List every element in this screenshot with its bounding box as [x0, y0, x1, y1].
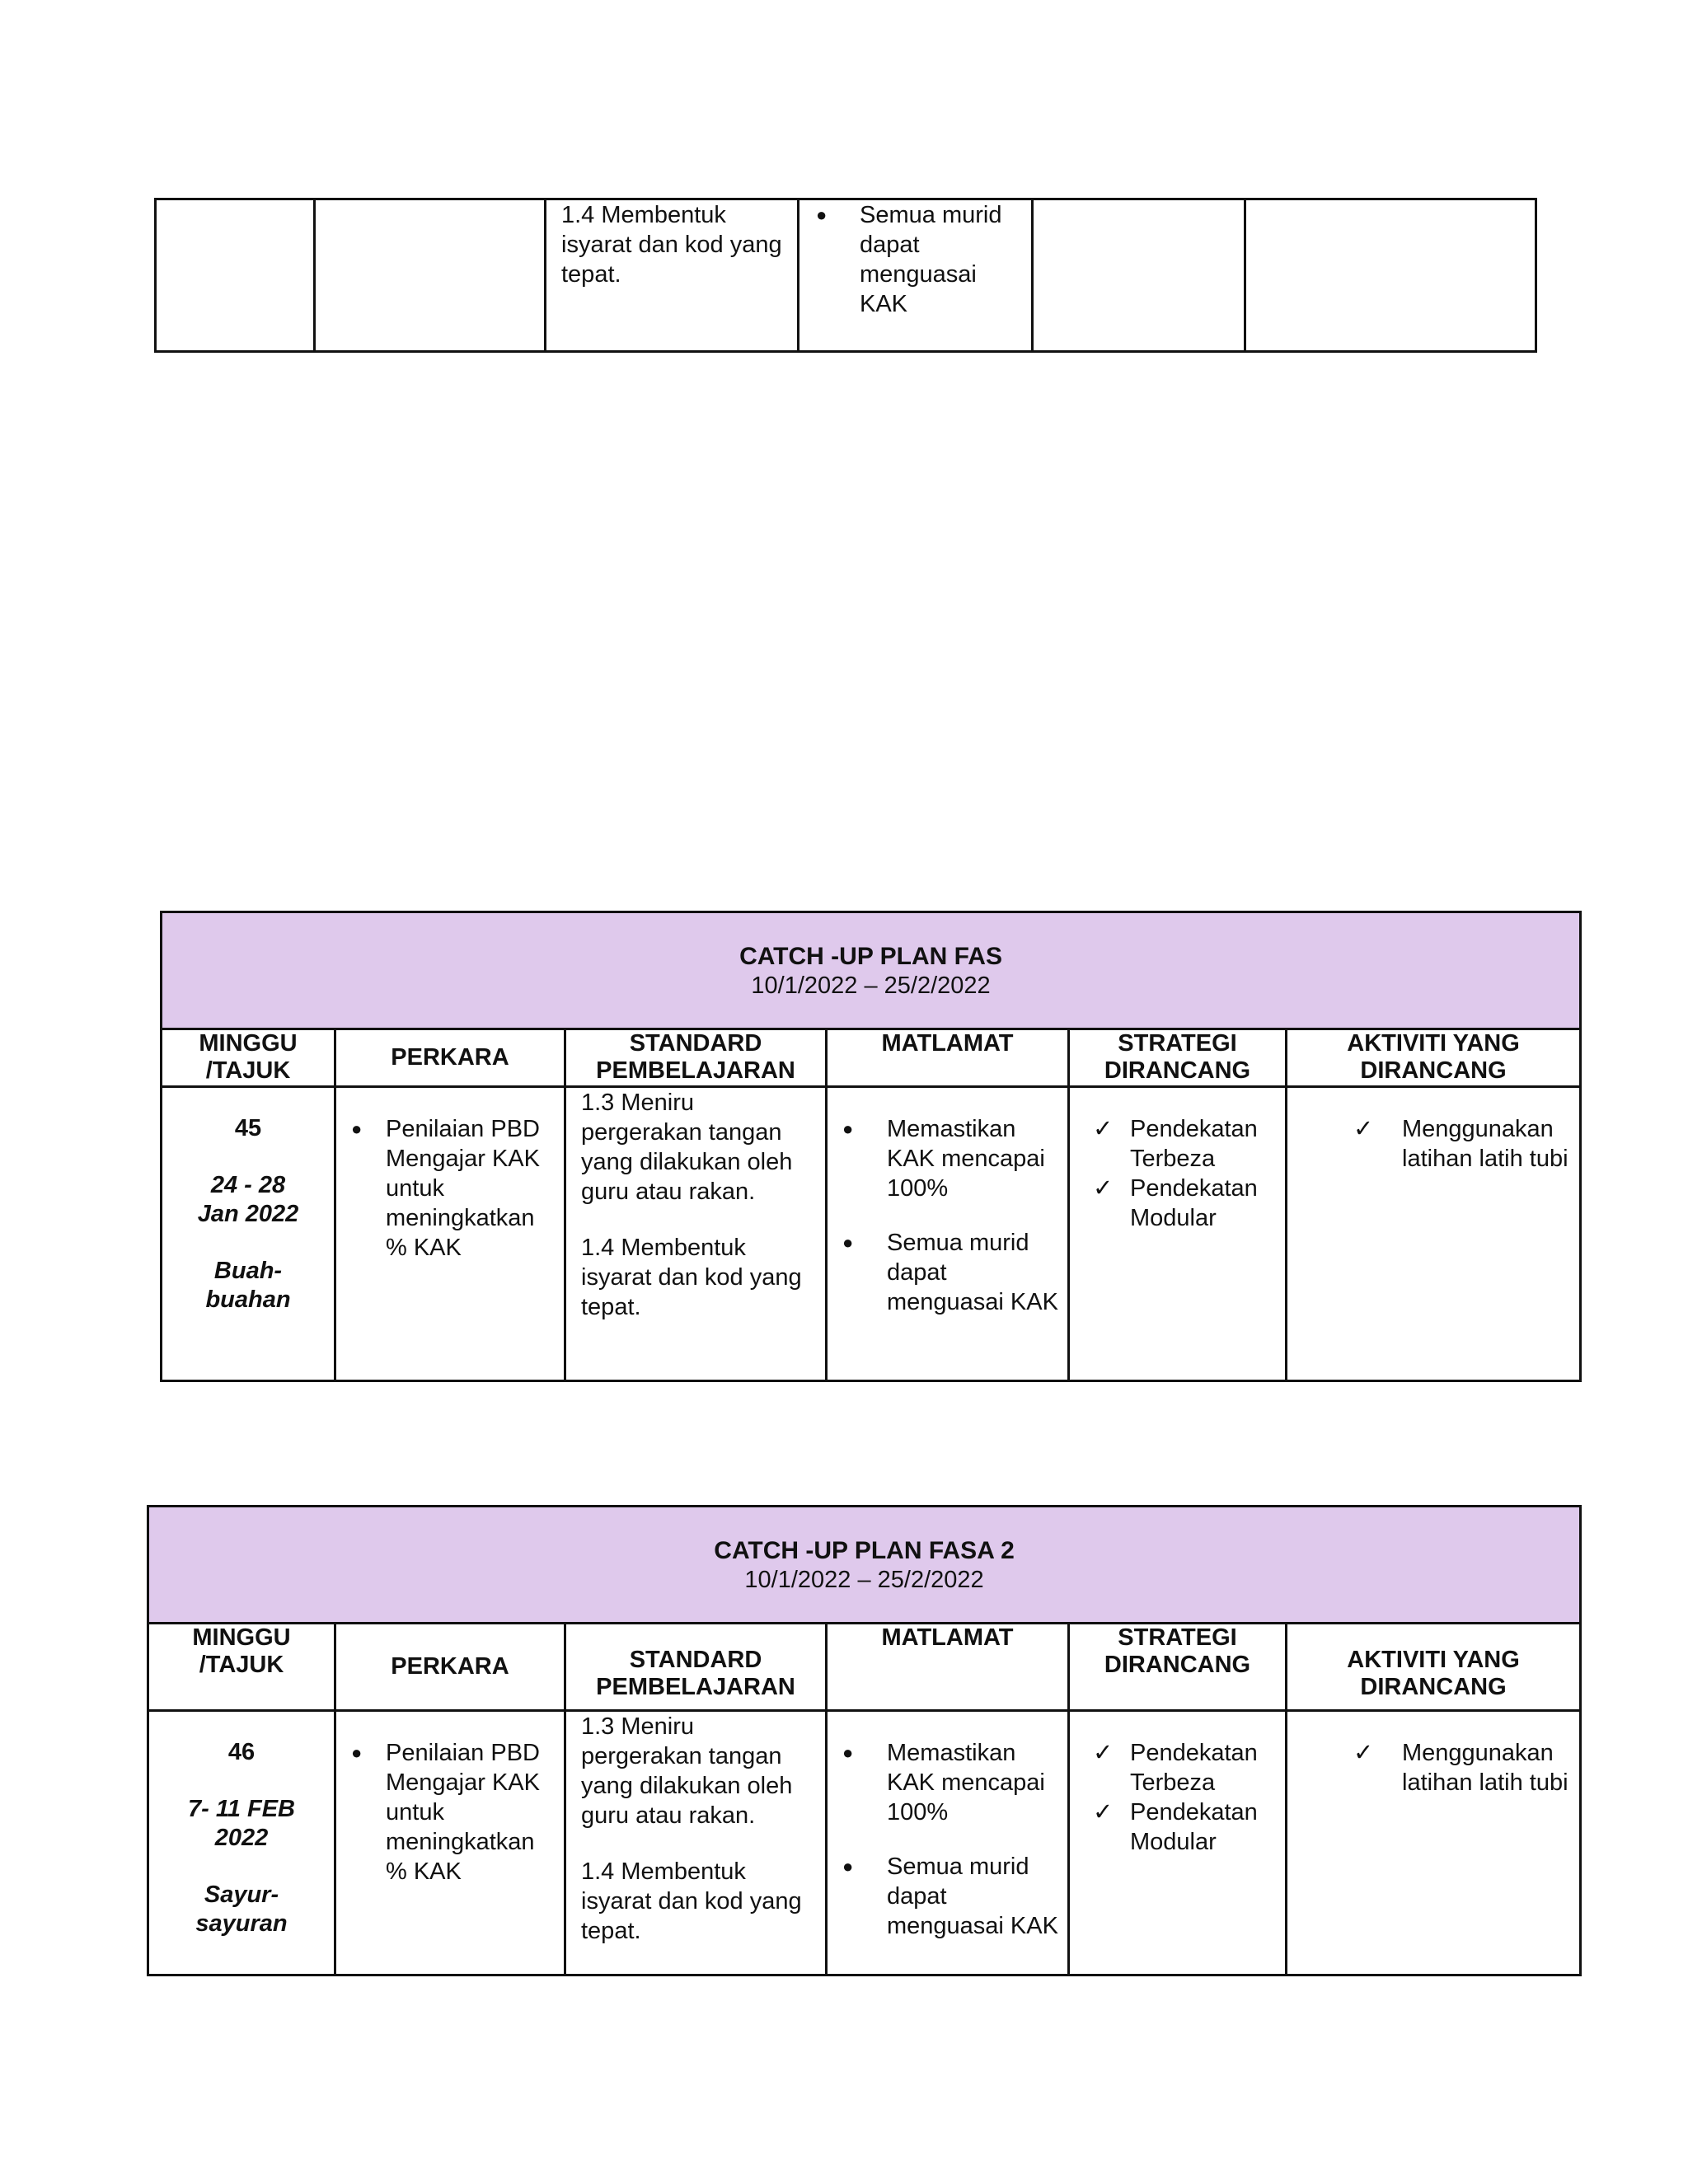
- bullet-icon: ●: [351, 1742, 363, 1763]
- plan-title-cell: [148, 1507, 1581, 1624]
- strategi-2: Pendekatan Modular: [1130, 1799, 1258, 1855]
- checkmark-icon: ✓: [1093, 1740, 1114, 1766]
- header-aktiviti: AKTIVITI YANG DIRANCANG: [1287, 1029, 1581, 1087]
- standard-1-3: 1.3 Meniru pergerakan tangan yang dilakukan oleh guru atau rakan.: [581, 1090, 793, 1205]
- aktiviti-cell: [1287, 1711, 1581, 1975]
- checkmark-icon: ✓: [1093, 1799, 1114, 1825]
- matlamat-2: Semua murid dapat menguasai KAK: [887, 1230, 1058, 1315]
- header-standard: STANDARD PEMBELAJARAN: [565, 1029, 827, 1087]
- partial-cell-minggu: [156, 199, 315, 352]
- header-strategi: STRATEGI DIRANCANG: [1069, 1624, 1287, 1711]
- partial-cell-strategi: [1033, 199, 1245, 352]
- partial-standard-text: 1.4 Membentuk isyarat dan kod yang tepat.: [561, 202, 782, 288]
- week-dates: 7- 11 FEB 2022: [187, 1796, 295, 1851]
- bullet-icon: ●: [351, 1118, 363, 1139]
- partial-cell-standard: [546, 199, 799, 352]
- strategi-2: Pendekatan Modular: [1130, 1175, 1258, 1231]
- partial-cell-perkara: [315, 199, 546, 352]
- bullet-icon: ●: [842, 1742, 854, 1763]
- header-minggu: MINGGU /TAJUK: [162, 1029, 335, 1087]
- standard-1-4: 1.4 Membentuk isyarat dan kod yang tepat.: [581, 1858, 802, 1944]
- partial-matlamat-text: Semua murid dapat menguasai KAK: [860, 202, 1002, 317]
- strategi-1: Pendekatan Terbeza: [1130, 1740, 1258, 1796]
- perkara-cell: [335, 1087, 565, 1381]
- plan-date-range: 10/1/2022 – 25/2/2022: [744, 1566, 984, 1593]
- header-perkara: PERKARA: [335, 1624, 565, 1711]
- strategi-cell: [1069, 1711, 1287, 1975]
- partial-cell-matlamat: [799, 199, 1033, 352]
- plan-title: CATCH -UP PLAN FASA 2: [714, 1536, 1015, 1564]
- week-number: 45: [234, 1115, 262, 1141]
- bullet-icon: ●: [842, 1232, 854, 1253]
- perkara-cell: [335, 1711, 565, 1975]
- bullet-icon: ●: [842, 1118, 854, 1139]
- checkmark-icon: ✓: [1353, 1740, 1374, 1766]
- checkmark-icon: ✓: [1093, 1175, 1114, 1202]
- catch-up-plan-table-2: [147, 1505, 1582, 1976]
- matlamat-1: Memastikan KAK mencapai 100%: [887, 1116, 1045, 1202]
- standard-1-3: 1.3 Meniru pergerakan tangan yang dilakukan oleh guru atau rakan.: [581, 1713, 793, 1829]
- bullet-icon: ●: [816, 204, 828, 225]
- strategi-cell: [1069, 1087, 1287, 1381]
- catch-up-plan-table-1: [160, 911, 1582, 1382]
- partial-table: [154, 198, 1537, 353]
- header-matlamat: MATLAMAT: [827, 1624, 1069, 1711]
- matlamat-cell: [827, 1087, 1069, 1381]
- header-aktiviti: AKTIVITI YANG DIRANCANG: [1287, 1624, 1581, 1711]
- strategi-1: Pendekatan Terbeza: [1130, 1116, 1258, 1172]
- header-standard: STANDARD PEMBELAJARAN: [565, 1624, 827, 1711]
- aktiviti-text: Menggunakan latihan latih tubi: [1402, 1740, 1568, 1796]
- checkmark-icon: ✓: [1093, 1116, 1114, 1142]
- standard-1-4: 1.4 Membentuk isyarat dan kod yang tepat.: [581, 1235, 802, 1320]
- week-topic: Sayur-sayuran: [195, 1882, 288, 1937]
- week-number: 46: [227, 1739, 256, 1765]
- matlamat-cell: [827, 1711, 1069, 1975]
- header-perkara: PERKARA: [335, 1029, 565, 1087]
- header-matlamat: MATLAMAT: [827, 1029, 1069, 1087]
- checkmark-icon: ✓: [1353, 1116, 1374, 1142]
- week-cell: [162, 1087, 335, 1381]
- aktiviti-cell: [1287, 1087, 1581, 1381]
- standard-cell: [565, 1711, 827, 1975]
- partial-cell-aktiviti: [1245, 199, 1536, 352]
- plan-title: CATCH -UP PLAN FAS: [739, 942, 1002, 970]
- header-minggu: MINGGU /TAJUK: [148, 1624, 335, 1711]
- header-strategi: STRATEGI DIRANCANG: [1069, 1029, 1287, 1087]
- perkara-text: Penilaian PBD Mengajar KAK untuk meningkatkan % KAK: [386, 1116, 540, 1261]
- plan-date-range: 10/1/2022 – 25/2/2022: [751, 972, 991, 999]
- week-dates: 24 - 28 Jan 2022: [197, 1172, 299, 1227]
- week-topic: Buah-buahan: [205, 1258, 291, 1313]
- matlamat-1: Memastikan KAK mencapai 100%: [887, 1740, 1045, 1825]
- plan-title-cell: [162, 912, 1581, 1029]
- standard-cell: [565, 1087, 827, 1381]
- perkara-text: Penilaian PBD Mengajar KAK untuk meningkatkan % KAK: [386, 1740, 540, 1885]
- matlamat-2: Semua murid dapat menguasai KAK: [887, 1854, 1058, 1939]
- bullet-icon: ●: [842, 1856, 854, 1877]
- week-cell: [148, 1711, 335, 1975]
- aktiviti-text: Menggunakan latihan latih tubi: [1402, 1116, 1568, 1172]
